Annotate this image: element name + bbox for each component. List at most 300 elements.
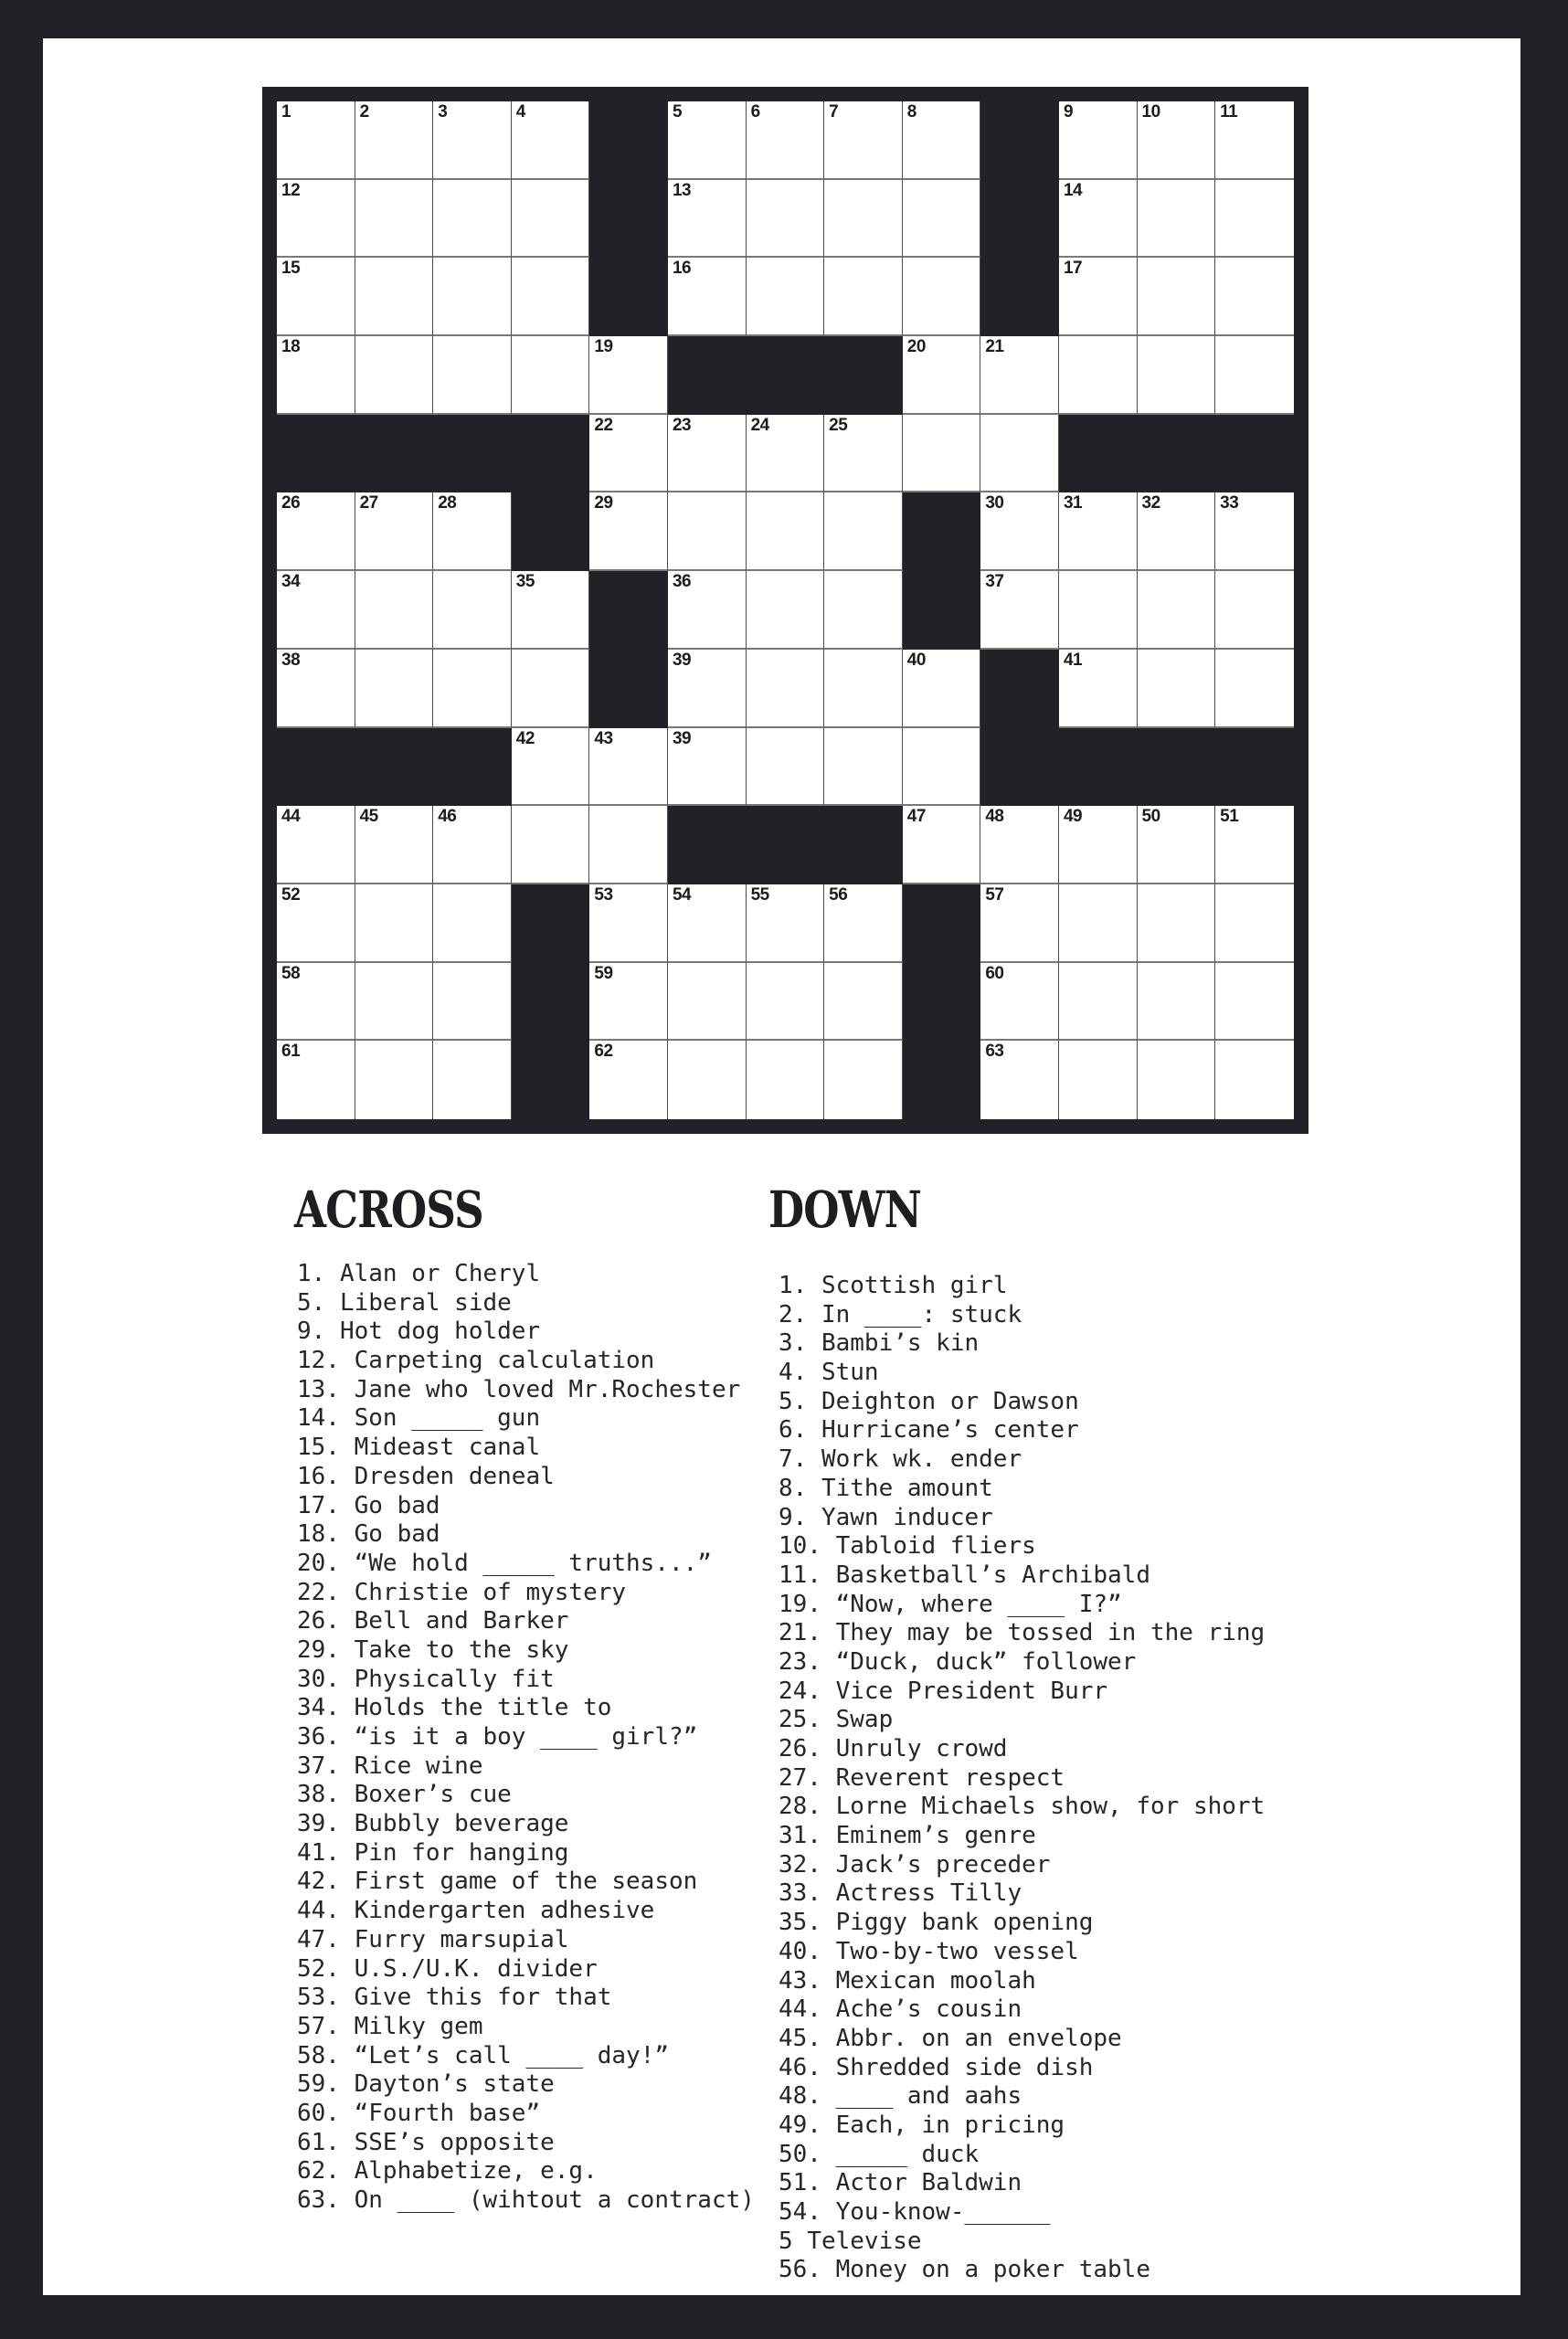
grid-cell[interactable]	[277, 650, 355, 728]
grid-cell[interactable]	[589, 728, 668, 807]
cell-number: 9	[1063, 102, 1074, 122]
grid-cell[interactable]	[433, 884, 512, 963]
grid-cell[interactable]	[903, 180, 981, 259]
across-clue: 61. SSE’s opposite	[297, 2128, 555, 2156]
grid-cell[interactable]	[1059, 650, 1138, 728]
grid-cell[interactable]	[824, 963, 903, 1042]
grid-cell-black	[589, 101, 668, 180]
cell-number: 7	[829, 102, 839, 122]
grid-cell[interactable]	[903, 415, 981, 493]
grid-cell-black	[980, 101, 1059, 180]
grid-cell[interactable]	[1138, 1041, 1216, 1119]
grid-cell[interactable]	[903, 728, 981, 807]
cell-number: 32	[1141, 493, 1160, 513]
across-clue: 20. “We hold _____ truths...”	[297, 1549, 712, 1577]
grid-cell-black	[903, 571, 981, 650]
grid-cell[interactable]	[747, 492, 825, 571]
grid-cell[interactable]	[355, 1041, 434, 1119]
down-clue: 21. They may be tossed in the ring	[779, 1619, 1266, 1647]
cell-number: 45	[359, 807, 378, 827]
cell-number: 58	[281, 963, 301, 983]
cell-number: 37	[985, 572, 1004, 592]
down-clue: 44. Ache’s cousin	[779, 1995, 1022, 2024]
grid-cell[interactable]	[512, 258, 590, 336]
grid-cell[interactable]	[277, 963, 355, 1042]
cell-number: 16	[672, 259, 692, 279]
down-clue: 19. “Now, where ____ I?”	[779, 1590, 1122, 1618]
grid-cell[interactable]	[747, 1041, 825, 1119]
grid-cell[interactable]	[980, 884, 1059, 963]
grid-cell[interactable]	[1215, 806, 1294, 884]
grid-cell[interactable]	[1215, 258, 1294, 336]
cell-number: 8	[906, 102, 916, 122]
down-clue: 9. Yawn inducer	[779, 1503, 993, 1531]
grid-cell[interactable]	[1138, 101, 1216, 180]
cell-number: 6	[750, 102, 760, 122]
down-clue: 43. Mexican moolah	[779, 1966, 1036, 1995]
cell-number: 27	[359, 493, 378, 513]
across-clue: 16. Dresden deneal	[297, 1462, 555, 1490]
cell-number: 13	[672, 180, 692, 200]
cell-number: 29	[594, 493, 613, 513]
cell-number: 4	[515, 102, 525, 122]
grid-cell[interactable]	[1059, 336, 1138, 415]
across-clue: 15. Mideast canal	[297, 1434, 541, 1462]
across-clue: 52. U.S./U.K. divider	[297, 1954, 598, 1983]
cell-number: 49	[1063, 807, 1083, 827]
grid-cell[interactable]	[668, 415, 747, 493]
grid-cell[interactable]	[668, 571, 747, 650]
grid-cell[interactable]	[824, 1041, 903, 1119]
cell-number: 2	[359, 102, 369, 122]
down-clue: 28. Lorne Michaels show, for short	[779, 1793, 1266, 1821]
across-clue: 17. Go bad	[297, 1491, 440, 1519]
grid-cell[interactable]	[668, 492, 747, 571]
grid-cell[interactable]	[433, 101, 512, 180]
grid-cell[interactable]	[980, 415, 1059, 493]
grid-cell[interactable]	[277, 571, 355, 650]
grid-cell-black	[824, 806, 903, 884]
across-clue: 42. First game of the season	[297, 1868, 698, 1896]
across-clue: 34. Holds the title to	[297, 1694, 612, 1722]
grid-cell[interactable]	[747, 258, 825, 336]
grid-cell[interactable]	[355, 492, 434, 571]
grid-cell-black	[512, 963, 590, 1042]
down-clue: 54. You-know-______	[779, 2198, 1051, 2226]
down-clue: 6. Hurricane’s center	[779, 1416, 1079, 1445]
grid-cell[interactable]	[1215, 101, 1294, 180]
grid-cell[interactable]	[589, 336, 668, 415]
down-clue: 5 Televise	[779, 2227, 922, 2255]
grid-cell[interactable]	[1138, 492, 1216, 571]
grid-cell[interactable]	[1059, 258, 1138, 336]
cell-number: 44	[281, 807, 301, 827]
across-clue: 26. Bell and Barker	[297, 1607, 569, 1635]
grid-cell[interactable]	[824, 571, 903, 650]
grid-cell[interactable]	[747, 728, 825, 807]
grid-cell[interactable]	[824, 258, 903, 336]
across-clue: 62. Alphabetize, e.g.	[297, 2157, 598, 2186]
down-clue: 32. Jack’s preceder	[779, 1850, 1051, 1879]
down-clue: 51. Actor Baldwin	[779, 2169, 1022, 2197]
grid-cell[interactable]	[277, 258, 355, 336]
across-heading: ACROSS	[294, 1180, 483, 1239]
down-clue: 23. “Duck, duck” follower	[779, 1647, 1137, 1676]
cell-number: 51	[1220, 807, 1239, 827]
grid-cell[interactable]	[668, 650, 747, 728]
down-clue: 35. Piggy bank opening	[779, 1909, 1094, 1937]
grid-cell[interactable]	[433, 806, 512, 884]
grid-cell[interactable]	[1138, 180, 1216, 259]
cell-number: 57	[985, 884, 1004, 905]
cell-number: 21	[985, 337, 1004, 357]
grid-cell[interactable]	[747, 650, 825, 728]
cell-number: 14	[1063, 180, 1083, 200]
cell-number: 61	[281, 1042, 301, 1062]
grid-cell[interactable]	[824, 180, 903, 259]
across-clue: 14. Son _____ gun	[297, 1404, 541, 1433]
grid-cell-black	[1059, 415, 1138, 493]
grid-cell[interactable]	[1215, 336, 1294, 415]
grid-cell[interactable]	[433, 650, 512, 728]
cell-number: 42	[515, 728, 535, 748]
down-clue: 27. Reverent respect	[779, 1763, 1065, 1792]
grid-cell[interactable]	[668, 884, 747, 963]
grid-cell[interactable]	[355, 806, 434, 884]
grid-cell-black	[903, 1041, 981, 1119]
grid-cell[interactable]	[747, 101, 825, 180]
grid-cell[interactable]	[355, 571, 434, 650]
grid-cell[interactable]	[1215, 963, 1294, 1042]
cell-number: 5	[672, 102, 683, 122]
cell-number: 3	[438, 102, 448, 122]
grid-cell[interactable]	[512, 806, 590, 884]
grid-cell[interactable]	[433, 336, 512, 415]
cell-number: 34	[281, 572, 301, 592]
grid-cell[interactable]	[589, 415, 668, 493]
down-clue: 7. Work wk. ender	[779, 1445, 1022, 1474]
across-clue: 44. Kindergarten adhesive	[297, 1897, 655, 1925]
grid-cell-black	[589, 180, 668, 259]
grid-cell[interactable]	[355, 336, 434, 415]
grid-cell[interactable]	[668, 728, 747, 807]
across-clue: 39. Bubbly beverage	[297, 1810, 569, 1838]
cell-number: 15	[281, 259, 301, 279]
cell-number: 62	[594, 1042, 613, 1062]
grid-cell[interactable]	[903, 650, 981, 728]
across-clue: 36. “is it a boy ____ girl?”	[297, 1723, 698, 1751]
cell-number: 59	[594, 963, 613, 983]
across-clue: 18. Go bad	[297, 1520, 440, 1549]
down-clue: 10. Tabloid fliers	[779, 1532, 1036, 1561]
cell-number: 35	[515, 572, 535, 592]
cell-number: 48	[985, 807, 1004, 827]
across-clue: 47. Furry marsupial	[297, 1925, 569, 1953]
grid-cell[interactable]	[512, 101, 590, 180]
down-clue: 11. Basketball’s Archibald	[779, 1561, 1150, 1589]
grid-cell[interactable]	[903, 806, 981, 884]
cell-number: 53	[594, 884, 613, 905]
down-clue: 40. Two-by-two vessel	[779, 1937, 1079, 1965]
grid-cell-black	[1138, 728, 1216, 807]
grid-cell[interactable]	[1059, 492, 1138, 571]
cell-number: 39	[672, 728, 692, 748]
grid-cell[interactable]	[903, 101, 981, 180]
grid-cell-black	[980, 258, 1059, 336]
cell-number: 24	[750, 415, 769, 435]
grid-cell[interactable]	[589, 963, 668, 1042]
cell-number: 41	[1063, 650, 1083, 670]
grid-cell-black	[355, 415, 434, 493]
grid-cell[interactable]	[1215, 180, 1294, 259]
cell-number: 28	[438, 493, 457, 513]
grid-cell[interactable]	[980, 336, 1059, 415]
cell-number: 55	[750, 884, 769, 905]
grid-cell[interactable]	[1215, 1041, 1294, 1119]
grid-cell[interactable]	[668, 258, 747, 336]
grid-cell[interactable]	[277, 180, 355, 259]
grid-cell[interactable]	[1138, 884, 1216, 963]
grid-cell[interactable]	[747, 963, 825, 1042]
across-clue: 12. Carpeting calculation	[297, 1347, 655, 1375]
down-clue: 33. Actress Tilly	[779, 1879, 1022, 1908]
down-clue: 1. Scottish girl	[779, 1272, 1008, 1299]
grid-cell[interactable]	[903, 336, 981, 415]
grid-cell[interactable]	[512, 728, 590, 807]
grid-cell-black	[512, 1041, 590, 1119]
down-clue: 56. Money on a poker table	[779, 2256, 1150, 2284]
cell-number: 31	[1063, 493, 1083, 513]
grid-cell-black	[980, 180, 1059, 259]
grid-cell[interactable]	[589, 806, 668, 884]
grid-cell[interactable]	[824, 884, 903, 963]
grid-cell[interactable]	[433, 571, 512, 650]
down-clue: 8. Tithe amount	[779, 1474, 993, 1502]
cell-number: 12	[281, 180, 301, 200]
grid-cell-black	[1138, 415, 1216, 493]
grid-cell[interactable]	[277, 884, 355, 963]
grid-cell[interactable]	[277, 1041, 355, 1119]
cell-number: 50	[1141, 807, 1160, 827]
grid-cell[interactable]	[1059, 101, 1138, 180]
cell-number: 10	[1141, 102, 1160, 122]
down-clue: 31. Eminem’s genre	[779, 1822, 1036, 1850]
grid-cell[interactable]	[589, 492, 668, 571]
grid-cell[interactable]	[824, 728, 903, 807]
across-clue: 22. Christie of mystery	[297, 1578, 627, 1606]
across-clue: 30. Physically fit	[297, 1665, 555, 1693]
grid-cell[interactable]	[277, 806, 355, 884]
grid-cell-black	[589, 571, 668, 650]
cell-number: 56	[829, 884, 848, 905]
down-clue: 4. Stun	[779, 1359, 879, 1387]
grid-cell[interactable]	[1215, 571, 1294, 650]
grid-cell[interactable]	[1215, 492, 1294, 571]
across-clue: 5. Liberal side	[297, 1288, 512, 1317]
grid-cell[interactable]	[277, 492, 355, 571]
cell-number: 23	[672, 415, 692, 435]
down-clue: 46. Shredded side dish	[779, 2053, 1094, 2081]
grid-cell[interactable]	[1059, 180, 1138, 259]
grid-cell[interactable]	[980, 1041, 1059, 1119]
grid-cell-black	[747, 336, 825, 415]
cell-number: 20	[906, 337, 926, 357]
grid-cell-black	[980, 728, 1059, 807]
down-clue: 24. Vice President Burr	[779, 1677, 1108, 1705]
grid-cell[interactable]	[1059, 806, 1138, 884]
grid-cell[interactable]	[355, 180, 434, 259]
grid-cell[interactable]	[747, 884, 825, 963]
across-clue: 60. “Fourth base”	[297, 2099, 541, 2127]
grid-cell[interactable]	[824, 492, 903, 571]
across-clue: 29. Take to the sky	[297, 1635, 569, 1664]
grid-cell[interactable]	[1138, 336, 1216, 415]
grid-cell-black	[512, 415, 590, 493]
grid-cell-black	[668, 806, 747, 884]
across-clue: 9. Hot dog holder	[297, 1318, 541, 1346]
across-clue: 41. Pin for hanging	[297, 1838, 569, 1867]
grid-cell[interactable]	[355, 650, 434, 728]
across-clue-list	[297, 1260, 755, 2216]
cell-number: 30	[985, 493, 1004, 513]
down-clue: 48. ____ and aahs	[779, 2082, 1022, 2111]
grid-cell[interactable]	[1138, 571, 1216, 650]
across-clue: 57. Milky gem	[297, 2012, 483, 2040]
cell-number: 26	[281, 493, 301, 513]
grid-cell-black	[355, 728, 434, 807]
grid-cell-black	[1059, 728, 1138, 807]
grid-cell-black	[903, 884, 981, 963]
down-clue: 26. Unruly crowd	[779, 1735, 1008, 1762]
grid-cell[interactable]	[589, 1041, 668, 1119]
grid-cell[interactable]	[1138, 963, 1216, 1042]
grid-cell[interactable]	[277, 336, 355, 415]
grid-cell-black	[903, 492, 981, 571]
grid-cell[interactable]	[980, 806, 1059, 884]
grid-cell-black	[1215, 728, 1294, 807]
across-clue: 38. Boxer’s cue	[297, 1781, 512, 1809]
grid-cell[interactable]	[668, 101, 747, 180]
grid-cell-black	[433, 415, 512, 493]
grid-cell[interactable]	[512, 571, 590, 650]
crossword-grid-frame	[262, 87, 1308, 1134]
grid-cell[interactable]	[355, 258, 434, 336]
grid-cell-black	[277, 728, 355, 807]
grid-cell-black	[980, 650, 1059, 728]
down-clue: 49. Each, in pricing	[779, 2111, 1065, 2139]
grid-cell[interactable]	[355, 101, 434, 180]
down-clue: 2. In ____: stuck	[779, 1300, 1022, 1328]
grid-cell-black	[824, 336, 903, 415]
grid-cell-black	[589, 650, 668, 728]
down-clue-list	[779, 1272, 1265, 2285]
cell-number: 25	[829, 415, 848, 435]
grid-cell[interactable]	[1138, 258, 1216, 336]
across-clue: 53. Give this for that	[297, 1984, 612, 2012]
cell-number: 40	[906, 650, 926, 670]
grid-cell-black	[277, 415, 355, 493]
grid-cell[interactable]	[824, 101, 903, 180]
crossword-grid	[277, 101, 1294, 1119]
grid-cell-black	[747, 806, 825, 884]
grid-cell[interactable]	[980, 963, 1059, 1042]
grid-cell[interactable]	[747, 571, 825, 650]
grid-cell[interactable]	[980, 492, 1059, 571]
cell-number: 19	[594, 337, 613, 357]
cell-number: 11	[1220, 102, 1238, 122]
down-clue: 3. Bambi’s kin	[779, 1329, 980, 1358]
grid-cell[interactable]	[668, 180, 747, 259]
grid-cell-black	[512, 884, 590, 963]
cell-number: 38	[281, 650, 301, 670]
grid-cell[interactable]	[433, 963, 512, 1042]
across-clue: 63. On ____ (wihtout a contract)	[297, 2186, 755, 2214]
grid-cell[interactable]	[433, 180, 512, 259]
cell-number: 1	[281, 102, 291, 122]
grid-cell-black	[589, 258, 668, 336]
grid-cell[interactable]	[1059, 1041, 1138, 1119]
grid-cell[interactable]	[1059, 884, 1138, 963]
grid-cell[interactable]	[1215, 650, 1294, 728]
down-heading: DOWN	[768, 1180, 921, 1239]
grid-cell-black	[512, 492, 590, 571]
grid-cell[interactable]	[1059, 963, 1138, 1042]
grid-cell[interactable]	[1138, 650, 1216, 728]
grid-cell[interactable]	[1215, 884, 1294, 963]
grid-cell[interactable]	[433, 492, 512, 571]
grid-cell[interactable]	[747, 415, 825, 493]
grid-cell[interactable]	[512, 180, 590, 259]
cell-number: 18	[281, 337, 301, 357]
grid-cell[interactable]	[903, 258, 981, 336]
down-clue: 5. Deighton or Dawson	[779, 1387, 1079, 1415]
across-clue: 37. Rice wine	[297, 1752, 483, 1780]
cell-number: 47	[906, 807, 926, 827]
grid-cell[interactable]	[668, 963, 747, 1042]
grid-cell[interactable]	[1138, 806, 1216, 884]
across-clue: 1. Alan or Cheryl	[297, 1260, 541, 1287]
grid-cell[interactable]	[668, 1041, 747, 1119]
down-clue: 45. Abbr. on an envelope	[779, 2024, 1122, 2052]
cell-number: 36	[672, 572, 692, 592]
grid-cell[interactable]	[980, 571, 1059, 650]
grid-cell-black	[1215, 415, 1294, 493]
grid-cell[interactable]	[1059, 571, 1138, 650]
grid-cell[interactable]	[824, 415, 903, 493]
grid-cell[interactable]	[589, 884, 668, 963]
grid-cell[interactable]	[355, 884, 434, 963]
grid-cell-black	[433, 728, 512, 807]
across-clue: 13. Jane who loved Mr.Rochester	[297, 1375, 741, 1403]
grid-cell[interactable]	[824, 650, 903, 728]
grid-cell[interactable]	[277, 101, 355, 180]
cell-number: 39	[672, 650, 692, 670]
cell-number: 54	[672, 884, 692, 905]
grid-cell[interactable]	[512, 650, 590, 728]
grid-cell[interactable]	[512, 336, 590, 415]
cell-number: 22	[594, 415, 613, 435]
cell-number: 43	[594, 728, 613, 748]
grid-cell[interactable]	[747, 180, 825, 259]
across-clue: 59. Dayton’s state	[297, 2070, 555, 2099]
grid-cell-black	[668, 336, 747, 415]
grid-cell[interactable]	[433, 1041, 512, 1119]
down-clue: 50. _____ duck	[779, 2140, 980, 2168]
cell-number: 60	[985, 963, 1004, 983]
grid-cell[interactable]	[355, 963, 434, 1042]
cell-number: 17	[1063, 259, 1083, 279]
grid-cell[interactable]	[433, 258, 512, 336]
